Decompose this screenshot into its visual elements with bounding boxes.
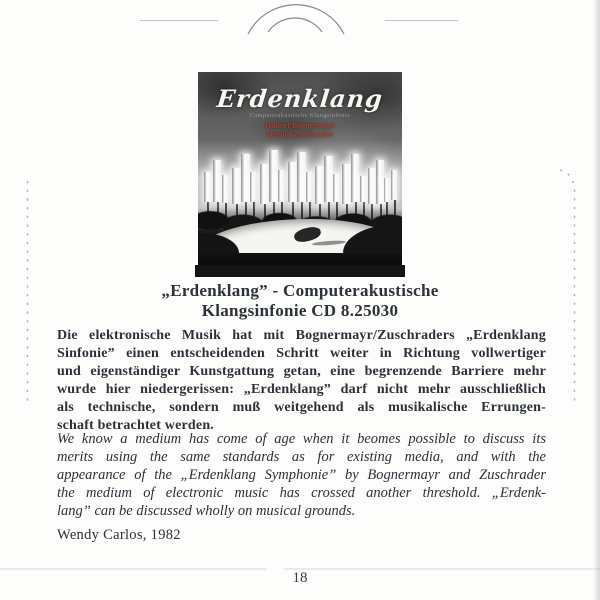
- cover-flag: [324, 156, 333, 202]
- paragraph-line: the medium of electronic music has crossed another threshold. „Erdenk-: [57, 485, 546, 501]
- album-cover: [198, 72, 402, 277]
- cover-flag: [315, 166, 323, 204]
- paragraph-line: wurde hier niedergerissen: „Erdenklang” darf nicht mehr ausschließlich: [57, 382, 546, 397]
- paragraph-line: merits using the same standards as for existing media, and with the: [57, 449, 546, 465]
- paragraph-line: appearance of the „Erdenklang Symphonie” by Bognermayr and Zuschrader: [57, 467, 546, 483]
- cover-flag: [260, 164, 268, 204]
- cover-flag: [288, 162, 296, 202]
- cd-arc-inner: [268, 18, 322, 32]
- cover-flag: [213, 160, 221, 202]
- cover-flag: [342, 164, 350, 204]
- german-paragraph: [57, 327, 546, 435]
- paragraph-line: und eigenständiger Kunstgattung getan, eine begrenzende Barriere mehr: [57, 364, 546, 379]
- cover-artists: [198, 121, 402, 139]
- cover-flag: [384, 178, 389, 202]
- cover-flag: [232, 168, 240, 204]
- cover-flag: [391, 170, 397, 200]
- english-quote-paragraph: [57, 430, 546, 520]
- paragraph-line: Sinfonie” einen entscheidenden Schritt weiter in Richtung vollwertiger: [57, 346, 546, 361]
- cover-artist-1: Hubert Bognermayr: [265, 121, 335, 130]
- paragraph-line: We know a medium has come of age when it beomes possible to discuss its: [57, 431, 546, 447]
- paragraph-line: als technische, sondern muß weitgehend als musikalische Errungen-: [57, 400, 546, 415]
- cover-flag: [360, 176, 366, 202]
- cover-flag: [250, 172, 256, 202]
- cover-flag: [204, 172, 211, 202]
- cover-flag: [269, 150, 278, 202]
- cover-flag: [278, 170, 284, 202]
- cover-bottom-bar: [195, 265, 405, 277]
- cover-flag: [241, 154, 250, 202]
- paragraph-line: schaft betrachtet werden.: [57, 418, 215, 433]
- paragraph-line: Die elektronische Musik hat mit Bognermayr/Zuschraders „Erdenklang: [57, 328, 546, 343]
- caption-line-1: „Erdenklang” - Computerakustische: [161, 281, 439, 300]
- cd-arc-outer: [248, 5, 344, 34]
- cover-flag: [333, 174, 339, 202]
- cover-flag: [351, 154, 359, 202]
- cover-flag: [306, 172, 312, 202]
- cover-title: Erdenklang: [215, 84, 385, 113]
- cover-flag: [376, 160, 384, 204]
- cover-flag: [297, 152, 306, 202]
- album-cover-photo: [198, 72, 402, 265]
- cover-flag: [222, 175, 228, 203]
- caption-line-2: Klangsinfonie CD 8.25030: [201, 300, 399, 320]
- page-number: 18: [292, 570, 308, 586]
- cover-flag: [368, 168, 375, 204]
- album-caption: [0, 281, 600, 320]
- quote-attribution: Wendy Carlos, 1982: [57, 527, 181, 543]
- cover-artist-2: Harald Zuschrader: [266, 130, 334, 139]
- paragraph-line: lang” can be discussed wholly on musical grounds.: [57, 503, 356, 519]
- cover-subtitle: Computerakustische Klangsinfonie: [249, 113, 351, 119]
